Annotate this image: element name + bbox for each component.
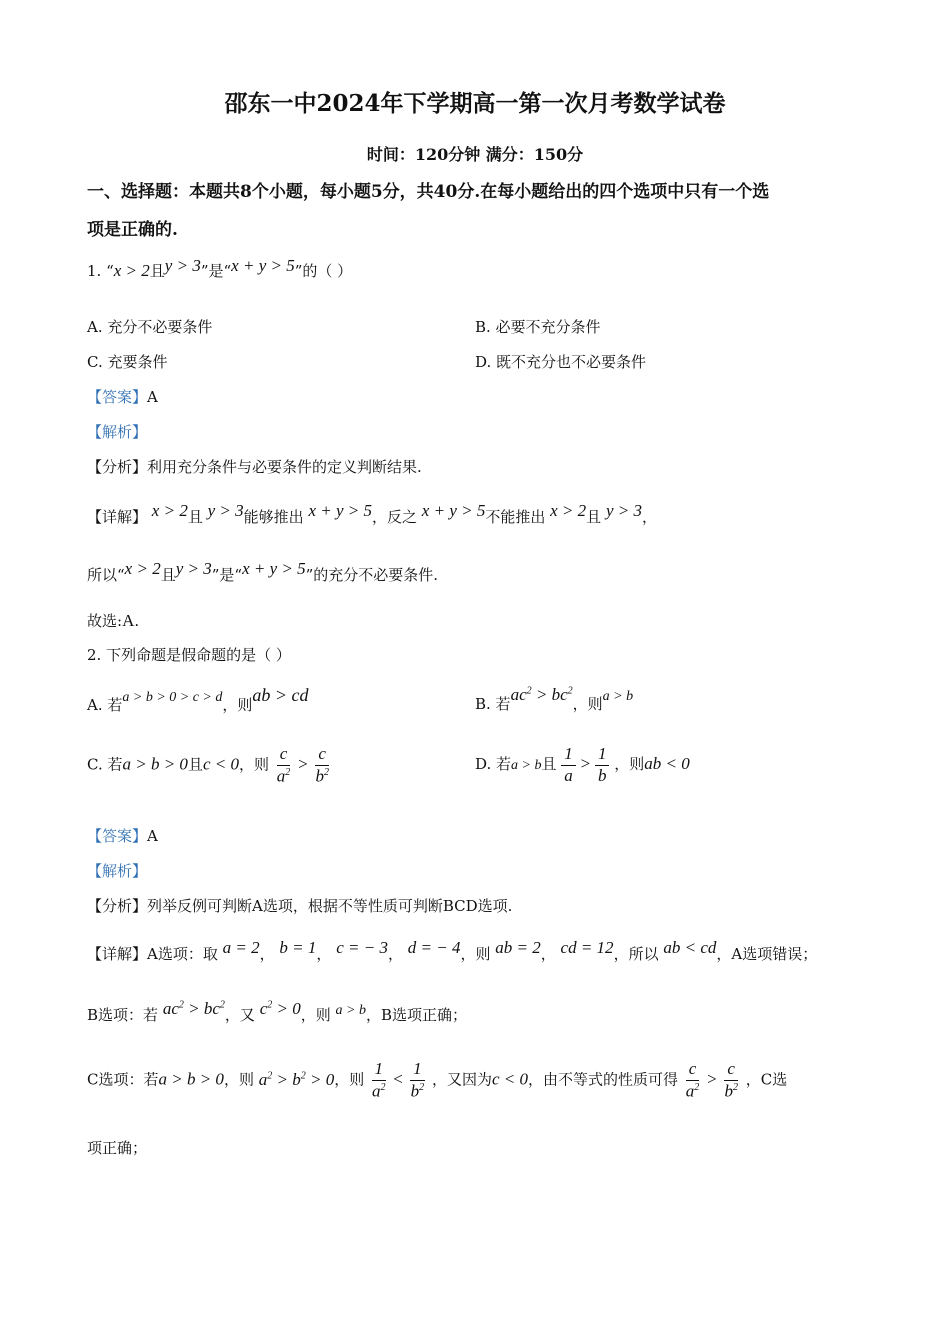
answer-value: A bbox=[147, 827, 158, 845]
page-title: 邵东一中2024年下学期高一第一次月考数学试卷 bbox=[224, 90, 726, 117]
fraction-numerator: c bbox=[315, 745, 329, 766]
q1-math-1: x > 2 bbox=[113, 261, 150, 280]
q2-da-math-2: b = 1 bbox=[279, 938, 317, 957]
fenxi-text: 列举反例可判断A选项，根据不等性质可判断BCD选项. bbox=[147, 897, 513, 915]
q2-dc-gt: > bbox=[707, 1069, 717, 1089]
fraction-numerator: c bbox=[686, 1060, 700, 1081]
q1-so-and: 且 bbox=[160, 566, 176, 584]
q2-a-label: A. 若 bbox=[87, 696, 123, 714]
q1-so-math-1: x > 2 bbox=[124, 559, 161, 578]
comma: ， bbox=[316, 945, 332, 963]
q2-da-text-1: A选项：取 bbox=[147, 945, 218, 963]
q1-math-3: x + y > 5 bbox=[231, 256, 295, 275]
fraction-numerator: 1 bbox=[410, 1060, 425, 1081]
q2-dc-fraction-3 bbox=[683, 1060, 703, 1101]
q2-detail-c-continued: 项正确； bbox=[87, 1139, 148, 1157]
q1-detail-and: 且 bbox=[187, 508, 203, 526]
q1-detail-text-1: 能够推出 bbox=[243, 508, 304, 526]
q2-stem: 2. 下列命题是假命题的是（ ） bbox=[87, 646, 291, 664]
fraction-numerator: 1 bbox=[561, 745, 576, 766]
section-heading-line2: 项是正确的. bbox=[87, 220, 178, 240]
q1-option-b[interactable]: B. 必要不充分条件 bbox=[475, 318, 601, 336]
section-heading-line1: 一、选择题：本题共8个小题，每小题5分，共40分.在每小题给出的四个选项中只有一个选 bbox=[87, 182, 770, 202]
square-exponent: 2 bbox=[219, 999, 225, 1011]
q1-choose bbox=[87, 612, 139, 629]
fraction-numerator: c bbox=[724, 1060, 738, 1081]
fraction-numerator: 1 bbox=[595, 745, 610, 766]
q2-a-cond: a > b > 0 > c > d bbox=[122, 690, 223, 705]
q2-c-cond-2: c < 0 bbox=[202, 754, 239, 774]
q1-suffix: ”的（ ） bbox=[294, 262, 353, 280]
fraction-denominator: b bbox=[410, 1081, 420, 1101]
q1-prefix: 1. “ bbox=[87, 262, 114, 280]
q2-db-text-1: B选项：若 bbox=[87, 1006, 159, 1024]
q1-detail-text-4: ， bbox=[642, 508, 658, 526]
q2-db-text-2: ，又 bbox=[224, 1006, 255, 1024]
fraction-denominator: a bbox=[685, 1081, 695, 1101]
q1-detail-math-4: x + y > 5 bbox=[421, 501, 486, 520]
q2-db-math-1: ac bbox=[162, 999, 179, 1018]
q2-da-math-7: ab < cd bbox=[663, 938, 717, 957]
choose-label: 故选: bbox=[87, 612, 123, 630]
q2-da-text-3: ，所以 bbox=[613, 945, 659, 963]
q1-detail-and-2: 且 bbox=[586, 508, 602, 526]
q2-da-math-4: d = − 4 bbox=[407, 938, 461, 957]
q1-answer bbox=[87, 390, 158, 405]
q2-d-fraction-right bbox=[595, 745, 610, 785]
q1-detail-text-3: 不能推出 bbox=[485, 508, 546, 526]
q1-math-2: y > 3 bbox=[164, 256, 201, 275]
q2-dc-math-2a: a bbox=[258, 1069, 268, 1089]
q2-c-fraction-right bbox=[312, 745, 332, 786]
q2-a-result: ab > cd bbox=[252, 685, 309, 705]
q1-detail-math-6: y > 3 bbox=[605, 501, 642, 520]
q2-dc-fraction-2 bbox=[408, 1060, 428, 1101]
q2-d-cond: a > b bbox=[511, 758, 542, 774]
q2-d-result: ab < 0 bbox=[644, 754, 690, 774]
fraction-denominator: a bbox=[564, 765, 573, 785]
q2-d-label: D. 若 bbox=[475, 755, 512, 774]
q2-da-math-6: cd = 12 bbox=[560, 938, 614, 957]
q2-da-math-3: c = − 3 bbox=[336, 938, 388, 957]
square-exponent: 2 bbox=[567, 685, 573, 697]
q2-option-c[interactable] bbox=[87, 745, 332, 786]
fraction-denominator: b bbox=[597, 765, 607, 785]
q2-c-gt: > bbox=[298, 754, 308, 774]
q1-detail-math-3: x + y > 5 bbox=[308, 501, 372, 520]
q1-detail-math-1: x > 2 bbox=[151, 501, 188, 520]
square-exponent: 2 bbox=[267, 999, 273, 1011]
square-exponent: 2 bbox=[178, 999, 184, 1011]
q1-option-d[interactable]: D. 既不充分也不必要条件 bbox=[475, 353, 647, 371]
detail-tag: 【详解】 bbox=[87, 508, 148, 526]
q1-is: ”是“ bbox=[200, 262, 232, 280]
square-exponent: 2 bbox=[300, 1069, 306, 1081]
q1-option-c[interactable]: C. 充要条件 bbox=[87, 353, 168, 371]
q1-detail bbox=[87, 501, 658, 526]
q2-db-text-4: ，B选项正确； bbox=[365, 1006, 467, 1024]
q2-d-gt: > bbox=[580, 754, 591, 774]
q2-b-label: B. 若 bbox=[475, 695, 511, 713]
exam-time-score: 时间：120分钟 满分：150分 bbox=[366, 145, 584, 164]
q2-dc-text-3: ，则 bbox=[334, 1070, 365, 1089]
q1-so-math-2: y > 3 bbox=[175, 559, 212, 578]
q2-dc-text-5: ，由不等式的性质可得 bbox=[527, 1070, 678, 1089]
q2-option-b[interactable] bbox=[475, 685, 634, 713]
fraction-denominator: a bbox=[372, 1081, 381, 1101]
square-exponent: 2 bbox=[526, 685, 532, 697]
q2-dc-fraction-1 bbox=[369, 1060, 389, 1101]
fraction-numerator: c bbox=[277, 745, 291, 766]
answer-tag: 【答案】 bbox=[87, 827, 148, 845]
q2-db-math-2: c bbox=[259, 999, 268, 1018]
q1-and: 且 bbox=[149, 262, 165, 280]
q2-c-label: C. 若 bbox=[87, 755, 123, 774]
square-exponent: 2 bbox=[419, 1081, 425, 1093]
q2-b-cond-right: > bc bbox=[531, 685, 568, 704]
q2-dc-text-2: ，则 bbox=[223, 1070, 254, 1089]
q2-c-cond: a > b > 0 bbox=[122, 754, 188, 774]
q2-dc-fraction-4 bbox=[721, 1060, 741, 1101]
q2-c-and: 且 bbox=[187, 755, 203, 774]
q2-db-math-3: a > b bbox=[335, 1003, 366, 1018]
answer-tag: 【答案】 bbox=[87, 388, 148, 406]
square-exponent: 2 bbox=[380, 1081, 386, 1093]
q2-dc-text-4: ，又因为 bbox=[431, 1070, 492, 1089]
q2-b-result: a > b bbox=[602, 689, 634, 704]
q2-dc-text-1: C选项：若 bbox=[87, 1070, 159, 1089]
q2-da-text-2: ，则 bbox=[460, 945, 491, 963]
q2-da-math-1: a = 2 bbox=[222, 938, 260, 957]
q2-answer bbox=[87, 829, 158, 844]
choose-dot: . bbox=[134, 612, 140, 630]
q2-a-then: ，则 bbox=[222, 696, 253, 714]
q1-detail-math-2: y > 3 bbox=[207, 501, 244, 520]
q2-c-fraction-left bbox=[274, 745, 294, 786]
q1-detail-math-5: x > 2 bbox=[550, 501, 587, 520]
comma: ， bbox=[540, 945, 556, 963]
q1-analysis-tag: 【解析】 bbox=[87, 423, 148, 441]
q2-option-a[interactable] bbox=[87, 685, 309, 714]
q1-fenxi bbox=[87, 460, 422, 475]
detail-tag: 【详解】 bbox=[87, 945, 148, 963]
q2-detail-b bbox=[87, 999, 467, 1024]
q1-so-text-1: 所以“ bbox=[87, 566, 125, 584]
q2-db-math-1b: > bc bbox=[183, 999, 220, 1018]
q2-option-d[interactable] bbox=[475, 745, 690, 785]
fraction-denominator: a bbox=[276, 766, 286, 786]
q2-fenxi bbox=[87, 899, 512, 914]
q1-so-text-2: ”是“ bbox=[211, 566, 243, 584]
q2-dc-math-3: c < 0 bbox=[491, 1069, 528, 1089]
q2-b-cond-left: ac bbox=[510, 685, 527, 704]
square-exponent: 2 bbox=[267, 1069, 273, 1081]
q2-da-math-5: ab = 2 bbox=[495, 938, 541, 957]
q1-conclusion bbox=[87, 559, 439, 584]
q1-so-math-3: x + y > 5 bbox=[242, 559, 306, 578]
q2-dc-math-2b: > b bbox=[272, 1069, 301, 1089]
q2-da-text-4: ，A选项错误； bbox=[716, 945, 818, 963]
square-exponent: 2 bbox=[285, 766, 291, 778]
comma: ， bbox=[387, 945, 403, 963]
q2-c-then: ，则 bbox=[238, 755, 269, 774]
square-exponent: 2 bbox=[323, 766, 329, 778]
q1-option-a[interactable]: A. 充分不必要条件 bbox=[87, 318, 213, 336]
q2-db-math-2b: > 0 bbox=[272, 999, 301, 1018]
q2-dc-math-2c: > 0 bbox=[305, 1069, 335, 1089]
q2-d-then: ，则 bbox=[614, 755, 645, 774]
q2-analysis-tag: 【解析】 bbox=[87, 862, 148, 880]
fraction-denominator: b bbox=[724, 1081, 733, 1101]
fenxi-tag: 【分析】 bbox=[87, 458, 148, 476]
answer-value: A bbox=[147, 388, 158, 406]
q2-detail-c bbox=[87, 1060, 787, 1101]
q2-d-and: 且 bbox=[541, 755, 557, 774]
fenxi-text: 利用充分条件与必要条件的定义判断结果. bbox=[147, 458, 422, 476]
q1-detail-text-2: ，反之 bbox=[372, 508, 418, 526]
q2-dc-math-1: a > b > 0 bbox=[158, 1069, 224, 1089]
fraction-denominator: b bbox=[315, 766, 324, 786]
q2-dc-text-6: ，C选 bbox=[745, 1070, 788, 1089]
q2-db-text-3: ，则 bbox=[300, 1006, 331, 1024]
fraction-numerator: 1 bbox=[372, 1060, 387, 1081]
q2-detail-a bbox=[87, 938, 818, 963]
q2-d-fraction-left bbox=[561, 745, 576, 785]
q2-dc-lt: < bbox=[393, 1069, 403, 1089]
fenxi-tag: 【分析】 bbox=[87, 897, 148, 915]
q1-so-text-3: ”的充分不必要条件. bbox=[305, 566, 439, 584]
comma: ， bbox=[259, 945, 275, 963]
q1-stem bbox=[87, 256, 353, 280]
choose-value: A bbox=[122, 611, 135, 630]
square-exponent: 2 bbox=[732, 1081, 738, 1093]
square-exponent: 2 bbox=[694, 1081, 700, 1093]
q2-b-then: ，则 bbox=[572, 695, 603, 713]
